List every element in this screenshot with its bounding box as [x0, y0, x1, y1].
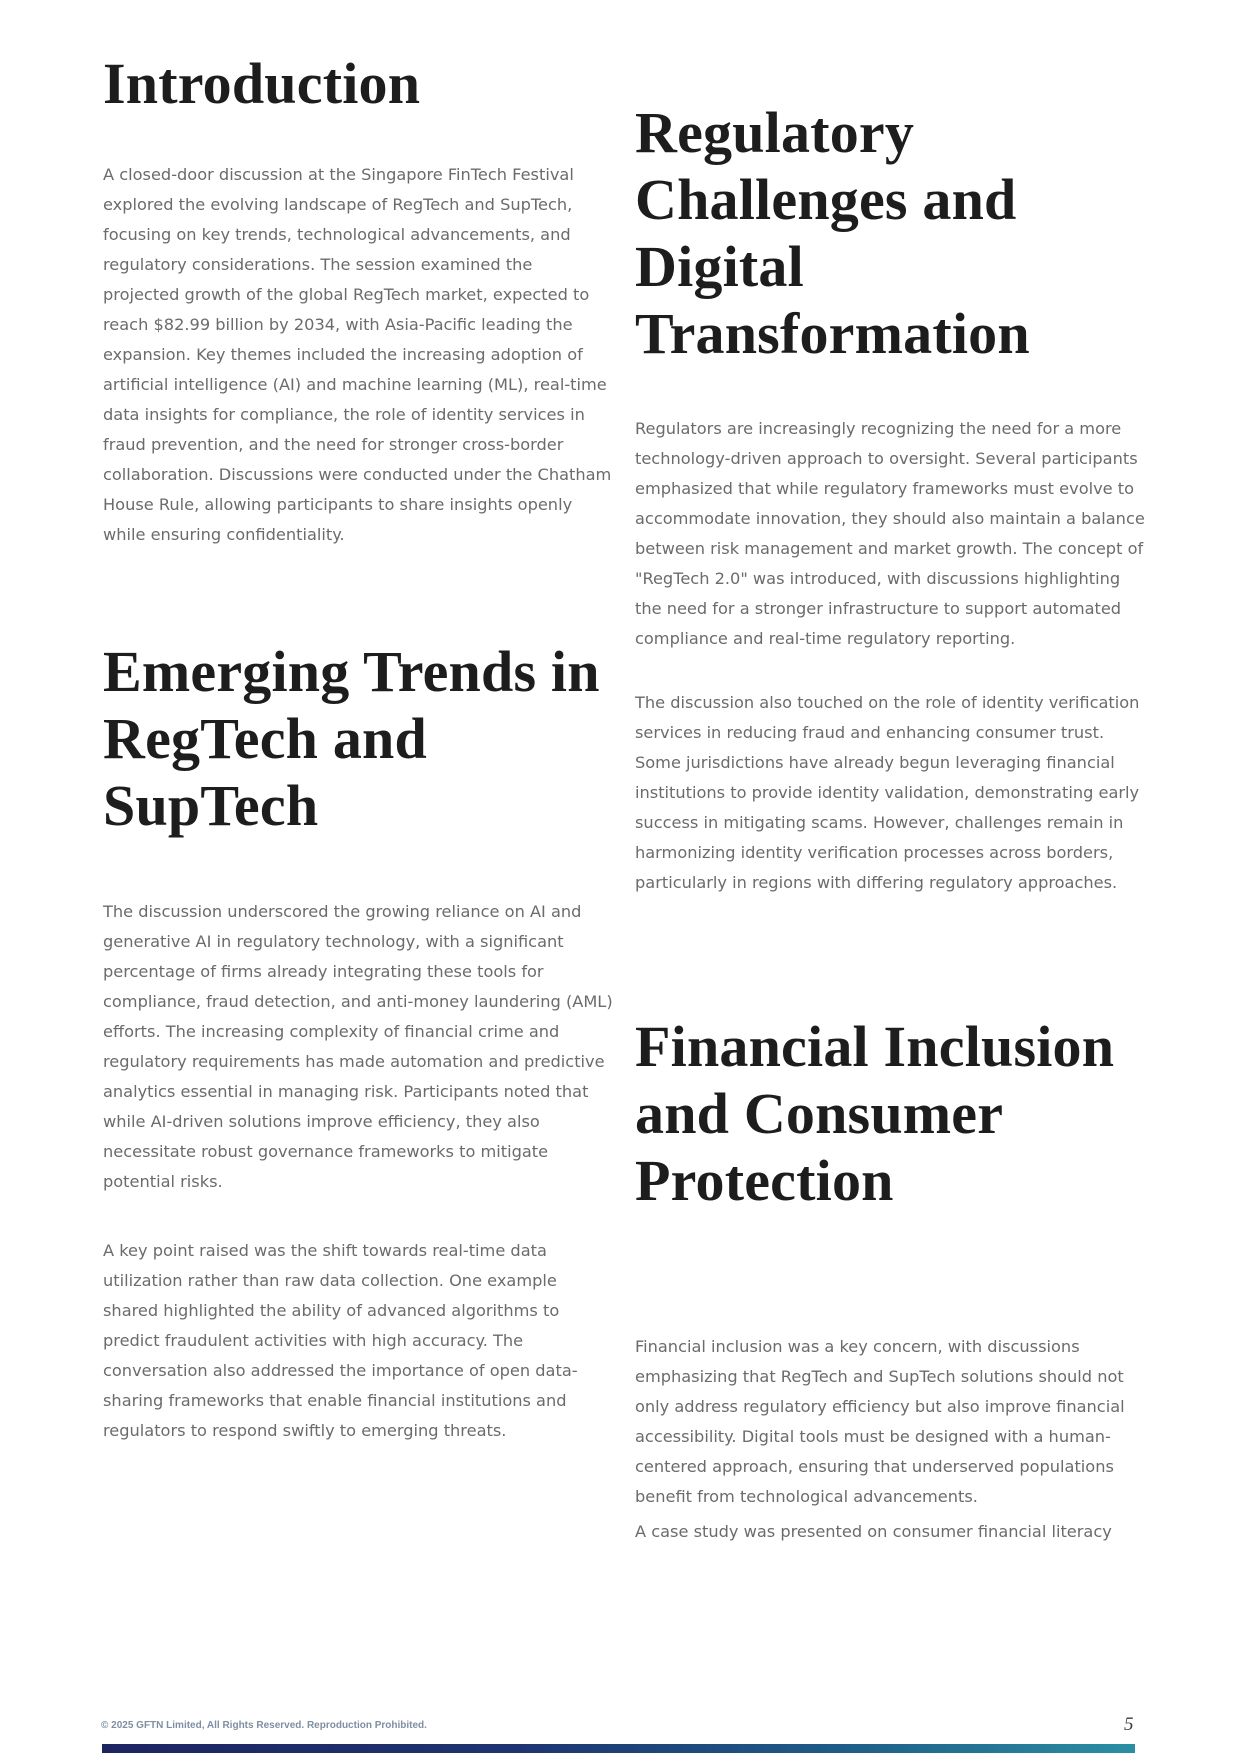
- regulatory-challenges-paragraph-1: Regulators are increasingly recognizing the need for a more technology-driven approach to oversight. Several participants emphasized that while regulatory frameworks must evolve to accommodate innovation, they should also maintain a balance between risk management and market growth. The concept of "RegTech 2.0" was introduced, with discussions highlighting the need for a stronger infrastructure to support automated compliance and real-time regulatory reporting.: [635, 419, 1145, 648]
- footer-copyright: © 2025 GFTN Limited, All Rights Reserved. Reproduction Prohibited.: [101, 1720, 427, 1731]
- financial-inclusion-heading: Financial Inclusion and Consumer Protection: [635, 1014, 1115, 1213]
- regulatory-challenges-heading: Regulatory Challenges and Digital Transformation: [635, 100, 1030, 366]
- regulatory-challenges-paragraph-2: The discussion also touched on the role of identity verification services in reducing fraud and enhancing consumer trust. Some jurisdictions have already begun leveraging financial institutions to provide identity validation, demonstrating early success in mitigating scams. However, challenges remain in harmonizing identity verification processes across borders, particularly in regions with differing regulatory approaches.: [635, 693, 1140, 892]
- footer-gradient-bar: [102, 1744, 1135, 1753]
- emerging-trends-paragraph-1: The discussion underscored the growing reliance on AI and generative AI in regulatory technology, with a significant percentage of firms already integrating these tools for compliance, fraud detection, and anti-money laundering (AML) efforts. The increasing complexity of financial crime and regulatory requirements has made automation and predictive analytics essential in managing risk. Participants noted that while AI-driven solutions improve efficiency, they also necessitate robust governance frameworks to mitigate potential risks.: [103, 902, 613, 1191]
- financial-inclusion-paragraph-1: Financial inclusion was a key concern, with discussions emphasizing that RegTech and SupTech solutions should not only address regulatory efficiency but also improve financial accessibility. Digital tools must be designed with a human-centered approach, ensuring that underserved populations benefit from technological advancements.: [635, 1337, 1125, 1506]
- financial-inclusion-paragraph-2: A case study was presented on consumer financial literacy: [635, 1522, 1112, 1541]
- introduction-heading: Introduction: [103, 51, 421, 116]
- page-number: 5: [1124, 1714, 1134, 1735]
- introduction-paragraph: A closed-door discussion at the Singapore FinTech Festival explored the evolving landscape of RegTech and SupTech, focusing on key trends, technological advancements, and regulatory considerations. The session examined the projected growth of the global RegTech market, expected to reach $82.99 billion by 2034, with Asia-Pacific leading the expansion. Key themes included the increasing adoption of artificial intelligence (AI) and machine learning (ML), real-time data insights for compliance, the role of identity services in fraud prevention, and the need for stronger cross-border collaboration. Discussions were conducted under the Chatham House Rule, allowing participants to share insights openly while ensuring confidentiality.: [103, 165, 612, 544]
- emerging-trends-heading: Emerging Trends in RegTech and SupTech: [103, 639, 600, 838]
- emerging-trends-paragraph-2: A key point raised was the shift towards real-time data utilization rather than raw data collection. One example shared highlighted the ability of advanced algorithms to predict fraudulent activities with high accuracy. The conversation also addressed the importance of open data-sharing frameworks that enable financial institutions and regulators to respond swiftly to emerging threats.: [103, 1241, 578, 1440]
